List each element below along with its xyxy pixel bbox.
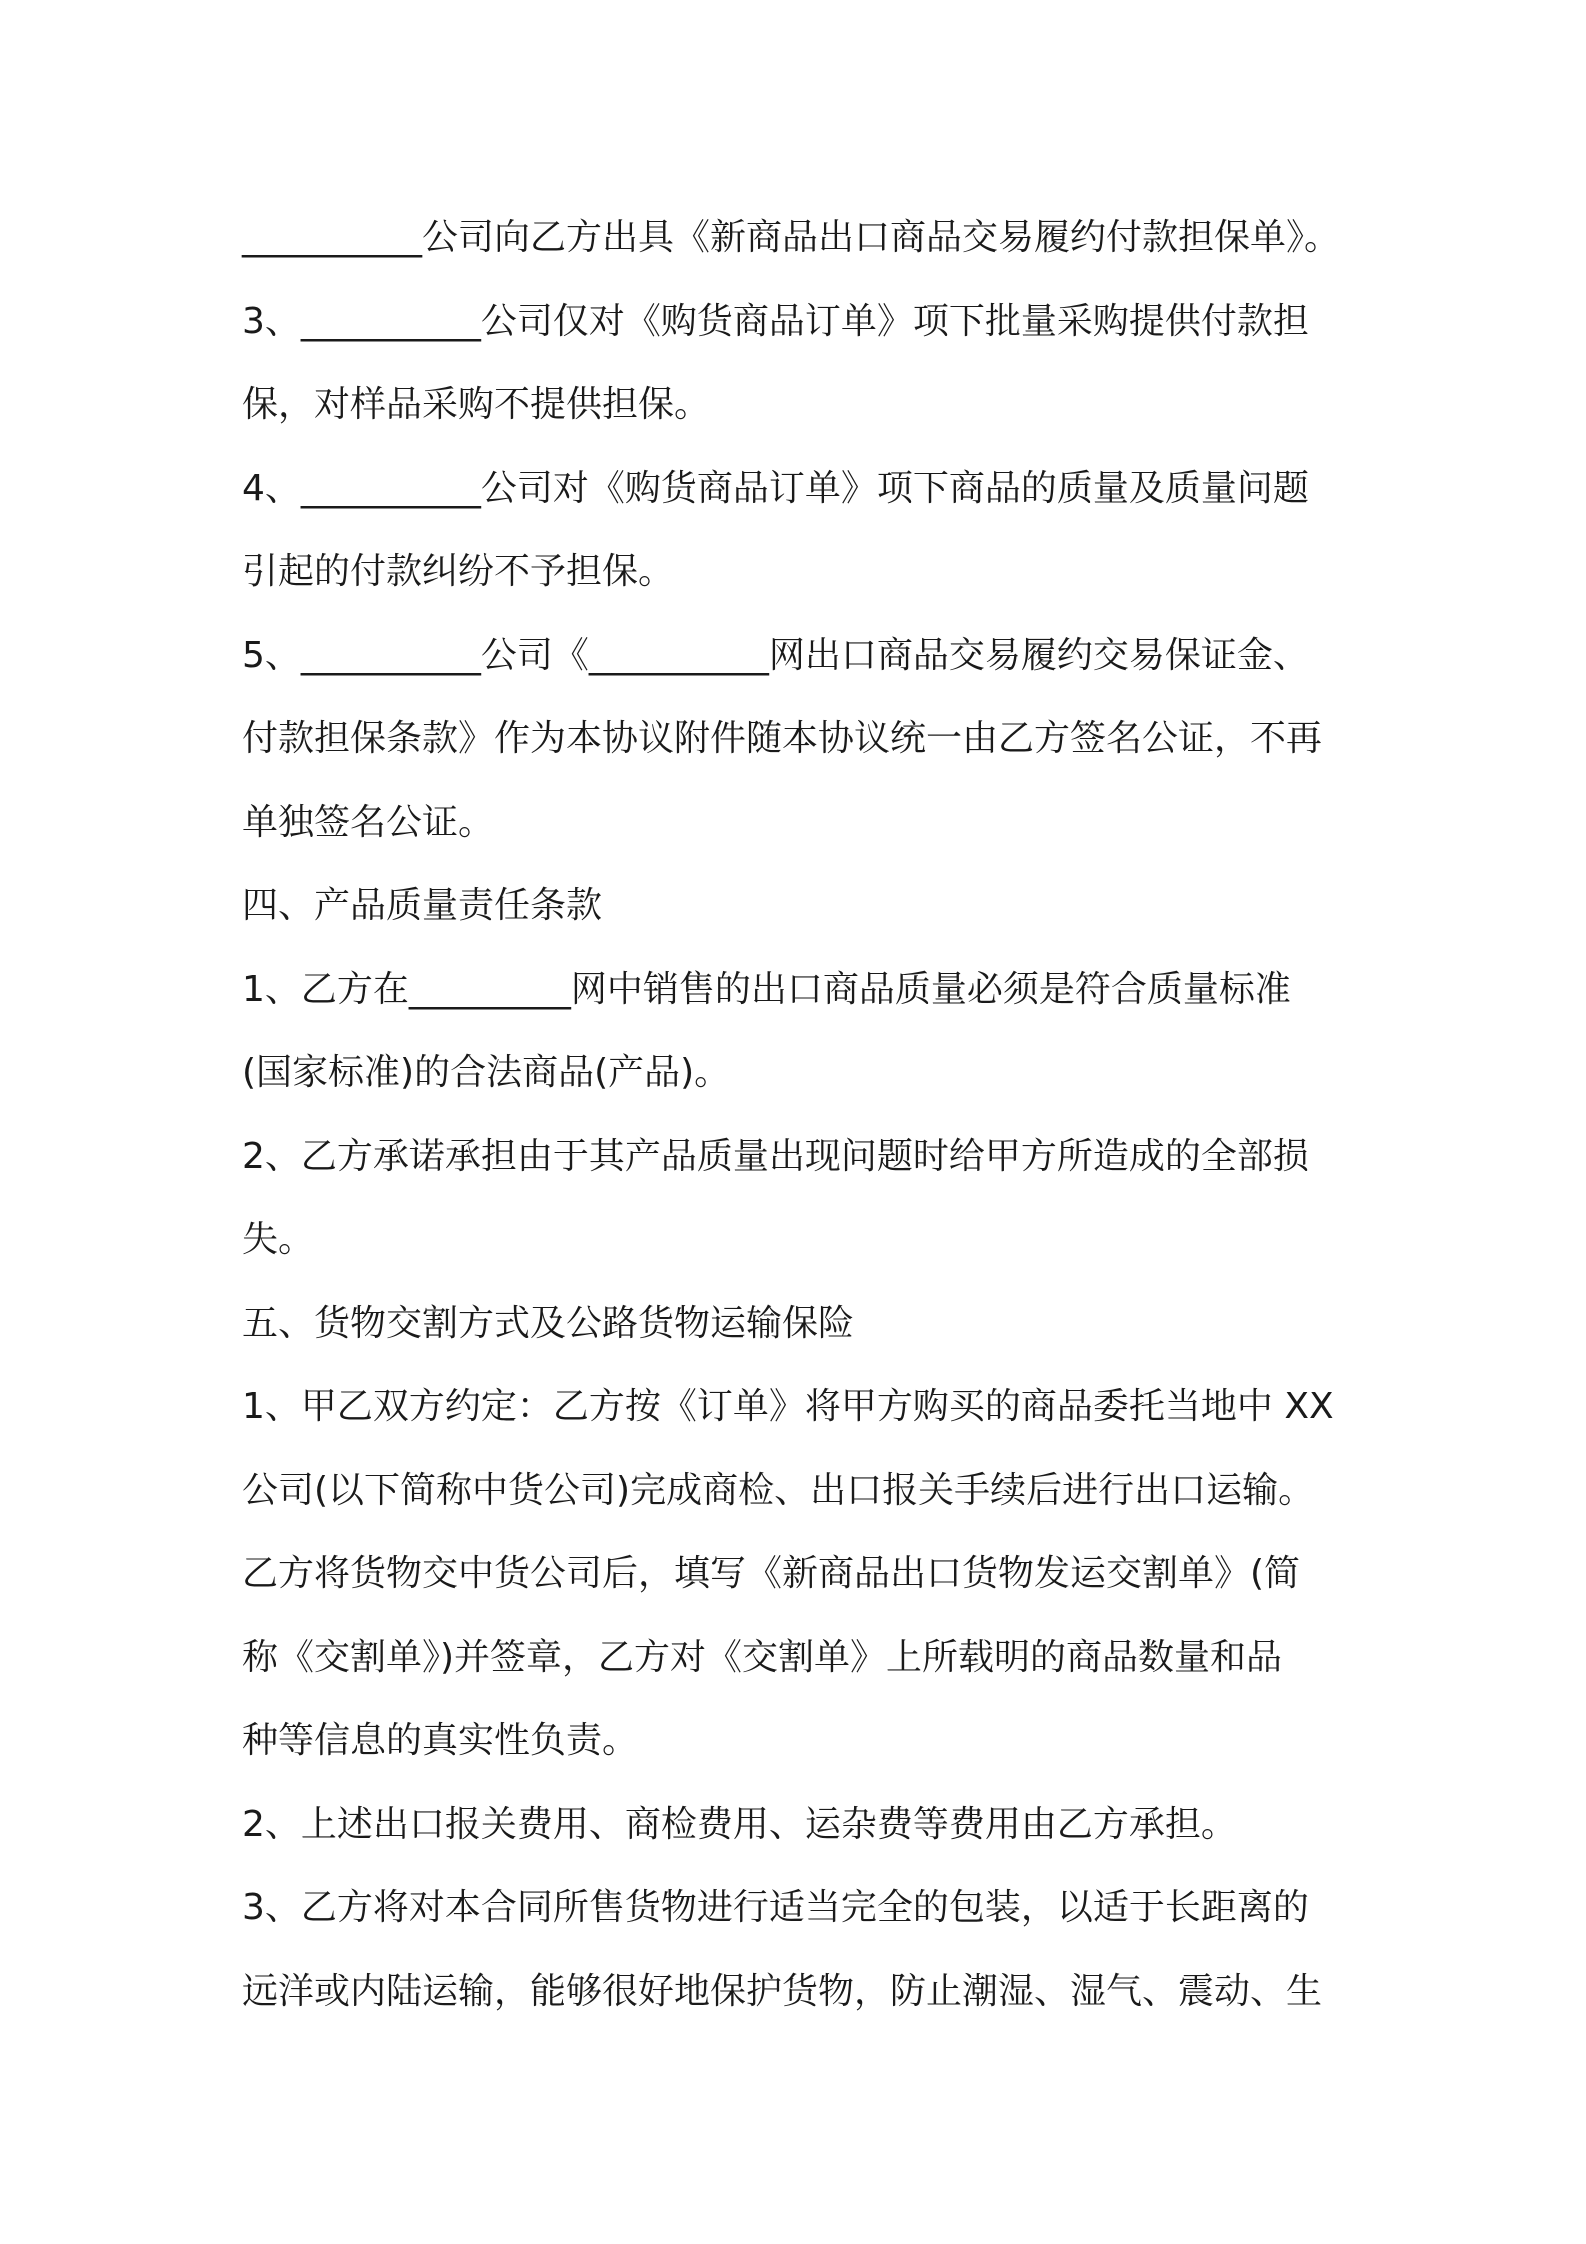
text-line-1: __________公司向乙方出具《新商品出口商品交易履约付款担保单》。 — [242, 217, 1341, 258]
text-line-3: 保，对样品采购不提供担保。 — [242, 384, 711, 425]
text-line-6: 5、__________公司《__________网出口商品交易履约交易保证金、 — [242, 634, 1309, 676]
text-line-18: 称《交割单》)并签章，乙方对《交割单》上所载明的商品数量和品 — [242, 1636, 1283, 1678]
text-line-4: 4、__________公司对《购货商品订单》项下商品的质量及质量问题 — [242, 467, 1309, 509]
text-line-15: 1、甲乙双方约定：乙方按《订单》将甲方购买的商品委托当地中 XX — [242, 1386, 1334, 1427]
text-line-11: (国家标准)的合法商品(产品)。 — [242, 1052, 731, 1093]
text-line-12: 2、乙方承诺承担由于其产品质量出现问题时给甲方所造成的全部损 — [242, 1135, 1309, 1177]
text-line-17: 乙方将货物交中货公司后，填写《新商品出口货物发运交割单》(简 — [242, 1553, 1301, 1594]
text-line-19: 种等信息的真实性负责。 — [242, 1720, 639, 1761]
text-line-16: 公司(以下简称中货公司)完成商检、出口报关手续后进行出口运输。 — [242, 1469, 1315, 1511]
document-body — [242, 196, 1372, 2033]
text-line-2: 3、__________公司仅对《购货商品订单》项下批量采购提供付款担 — [242, 300, 1309, 342]
text-line-13: 失。 — [242, 1219, 315, 1260]
text-line-7: 付款担保条款》作为本协议附件随本协议统一由乙方签名公证，不再 — [242, 718, 1323, 759]
section-heading-delivery-insurance: 五、货物交割方式及公路货物运输保险 — [242, 1302, 855, 1344]
text-line-21: 3、乙方将对本合同所售货物进行适当完全的包装，以适于长距离的 — [242, 1887, 1309, 1928]
text-line-8: 单独签名公证。 — [242, 801, 495, 843]
text-line-5: 引起的付款纠纷不予担保。 — [242, 551, 675, 592]
text-line-20: 2、上述出口报关费用、商检费用、运杂费等费用由乙方承担。 — [242, 1803, 1237, 1845]
section-heading-product-quality: 四、产品质量责任条款 — [242, 885, 603, 926]
text-line-10: 1、乙方在_________网中销售的出口商品质量必须是符合质量标准 — [242, 968, 1291, 1010]
text-line-22: 远洋或内陆运输，能够很好地保护货物，防止潮湿、湿气、震动、生 — [242, 1970, 1323, 2012]
